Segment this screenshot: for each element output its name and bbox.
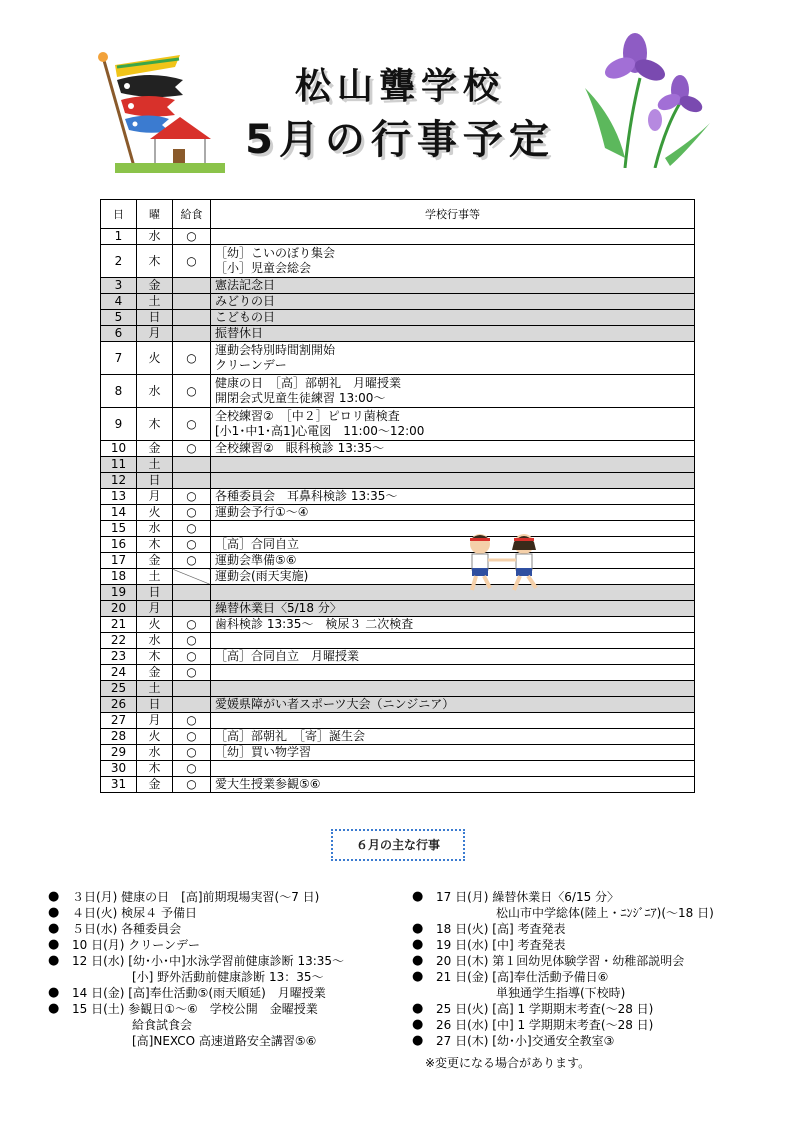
weekday-cell: 木 — [137, 649, 173, 665]
table-row — [101, 745, 695, 761]
table-row — [101, 697, 695, 713]
day-cell: 7 — [101, 342, 137, 375]
table-row — [101, 342, 695, 375]
day-cell: 26 — [101, 697, 137, 713]
lunch-cell — [173, 310, 211, 326]
list-item — [412, 969, 714, 985]
list-item-text: 12 日(水) [幼･小･中]水泳学習前健康診断 13:35～ — [72, 954, 345, 968]
day-cell: 9 — [101, 408, 137, 441]
event-cell: 愛媛県障がい者スポーツ大会（ニンジニア） — [211, 697, 695, 713]
list-item-text: 15 日(土) 参観日①～⑥ 学校公開 金曜授業 — [72, 1002, 318, 1016]
table-row — [101, 489, 695, 505]
weekday-cell: 月 — [137, 326, 173, 342]
weekday-cell: 土 — [137, 681, 173, 697]
weekday-cell: 水 — [137, 375, 173, 408]
lunch-cell — [173, 326, 211, 342]
weekday-cell: 金 — [137, 553, 173, 569]
lunch-cell — [173, 457, 211, 473]
weekday-cell: 土 — [137, 294, 173, 310]
weekday-cell: 日 — [137, 473, 173, 489]
header-day: 日 — [101, 200, 137, 229]
list-item-text: 21 日(金) [高]奉仕活動予備日⑥ — [436, 970, 609, 984]
list-item — [48, 1033, 344, 1049]
day-cell: 18 — [101, 569, 137, 585]
day-cell: 4 — [101, 294, 137, 310]
list-item — [412, 1017, 714, 1033]
lunch-cell: ○ — [173, 553, 211, 569]
event-cell — [211, 585, 695, 601]
lunch-cell: ○ — [173, 489, 211, 505]
list-item-text: 19 日(水) [中] 考査発表 — [436, 938, 566, 952]
list-item-text: [小] 野外活動前健康診断 13：35～ — [72, 970, 324, 984]
lunch-cell — [173, 569, 211, 585]
table-row — [101, 326, 695, 342]
event-cell: 愛大生授業参観⑤⑥ — [211, 777, 695, 793]
day-cell: 22 — [101, 633, 137, 649]
list-item — [48, 937, 344, 953]
bullet-icon: ● — [412, 1001, 424, 1016]
event-cell: 全校練習② 眼科検診 13:35～ — [211, 441, 695, 457]
day-cell: 28 — [101, 729, 137, 745]
lunch-cell — [173, 697, 211, 713]
day-cell: 30 — [101, 761, 137, 777]
list-item — [48, 921, 344, 937]
day-cell: 11 — [101, 457, 137, 473]
lunch-cell: ○ — [173, 342, 211, 375]
day-cell: 31 — [101, 777, 137, 793]
list-item — [48, 889, 344, 905]
weekday-cell: 木 — [137, 537, 173, 553]
event-cell: 振替休日 — [211, 326, 695, 342]
event-cell: 運動会予行①～④ — [211, 505, 695, 521]
table-row — [101, 617, 695, 633]
day-cell: 20 — [101, 601, 137, 617]
day-cell: 15 — [101, 521, 137, 537]
day-cell: 2 — [101, 245, 137, 278]
event-cell — [211, 457, 695, 473]
lunch-cell: ○ — [173, 633, 211, 649]
header-weekday: 曜 — [137, 200, 173, 229]
header-lunch: 給食 — [173, 200, 211, 229]
lunch-cell — [173, 681, 211, 697]
june-events-list-right — [412, 889, 714, 1049]
list-item — [48, 1017, 344, 1033]
event-cell: ［高］部朝礼 ［寄］誕生会 — [211, 729, 695, 745]
lunch-cell: ○ — [173, 761, 211, 777]
bullet-icon: ● — [412, 1033, 424, 1048]
day-cell: 21 — [101, 617, 137, 633]
list-item-text: 27 日(木) [幼･小]交通安全教室③ — [436, 1034, 615, 1048]
day-cell: 6 — [101, 326, 137, 342]
weekday-cell: 月 — [137, 489, 173, 505]
day-cell: 19 — [101, 585, 137, 601]
list-item — [412, 953, 714, 969]
list-item-text: 20 日(木) 第１回幼児体験学習・幼稚部説明会 — [436, 954, 685, 968]
table-row — [101, 553, 695, 569]
school-name-title: 松山聾学校 — [294, 66, 505, 107]
table-row — [101, 229, 695, 245]
day-cell: 14 — [101, 505, 137, 521]
weekday-cell: 木 — [137, 408, 173, 441]
bullet-icon: ● — [412, 1017, 424, 1032]
weekday-cell: 火 — [137, 342, 173, 375]
weekday-cell: 火 — [137, 617, 173, 633]
weekday-cell: 水 — [137, 633, 173, 649]
weekday-cell: 金 — [137, 777, 173, 793]
bullet-icon: ● — [48, 921, 60, 936]
list-item-text: 10 日(月) クリーンデー — [72, 938, 201, 952]
table-row — [101, 777, 695, 793]
table-row — [101, 278, 695, 294]
table-row — [101, 521, 695, 537]
event-cell: こどもの日 — [211, 310, 695, 326]
table-header-row — [101, 200, 695, 229]
event-cell: ［高］合同自立 — [211, 537, 695, 553]
weekday-cell: 月 — [137, 713, 173, 729]
lunch-cell: ○ — [173, 729, 211, 745]
table-row — [101, 294, 695, 310]
weekday-cell: 火 — [137, 505, 173, 521]
day-cell: 17 — [101, 553, 137, 569]
bullet-icon: ● — [48, 1001, 60, 1016]
change-notice: ※変更になる場合があります。 — [425, 1056, 591, 1070]
list-item — [48, 985, 344, 1001]
weekday-cell: 金 — [137, 441, 173, 457]
table-row — [101, 473, 695, 489]
bullet-icon: ● — [48, 889, 60, 904]
list-item-text: 14 日(金) [高]奉仕活動⑤(雨天順延) 月曜授業 — [72, 986, 326, 1000]
event-cell: 憲法記念日 — [211, 278, 695, 294]
table-row — [101, 761, 695, 777]
bullet-icon: ● — [48, 953, 60, 968]
day-cell: 27 — [101, 713, 137, 729]
lunch-cell: ○ — [173, 617, 211, 633]
event-cell — [211, 229, 695, 245]
list-item-text: 単独通学生指導(下校時) — [436, 986, 626, 1000]
list-item-text: 25 日(火) [高] 1 学期期末考査(～28 日) — [436, 1002, 654, 1016]
may-schedule-table — [100, 199, 695, 793]
weekday-cell: 日 — [137, 585, 173, 601]
lunch-cell — [173, 294, 211, 310]
weekday-cell: 水 — [137, 521, 173, 537]
weekday-cell: 水 — [137, 229, 173, 245]
list-item-text: [高]NEXCO 高速道路安全講習⑤⑥ — [72, 1034, 317, 1048]
event-cell: 全校練習② ［中２］ピロリ菌検査 [小1･中1･高1]心電図 11:00～12:00 — [211, 408, 695, 441]
table-row — [101, 457, 695, 473]
list-item-text: 18 日(火) [高] 考査発表 — [436, 922, 566, 936]
event-cell: 歯科検診 13:35～ 検尿３ 二次検査 — [211, 617, 695, 633]
table-row — [101, 537, 695, 553]
event-cell: 運動会準備⑤⑥ — [211, 553, 695, 569]
lunch-cell: ○ — [173, 665, 211, 681]
day-cell: 29 — [101, 745, 137, 761]
day-cell: 25 — [101, 681, 137, 697]
table-row — [101, 729, 695, 745]
event-cell: ［幼］こいのぼり集会 ［小］児童会総会 — [211, 245, 695, 278]
running-children-illustration — [458, 530, 553, 595]
day-cell: 3 — [101, 278, 137, 294]
list-item-text: ４日(火) 検尿４ 予備日 — [72, 906, 197, 920]
list-item-text: 松山市中学総体(陸上・ﾆﾝｼﾞﾆｱ)(～18 日) — [436, 906, 714, 920]
list-item — [412, 937, 714, 953]
event-cell — [211, 713, 695, 729]
june-events-list-left — [48, 889, 344, 1049]
lunch-cell: ○ — [173, 521, 211, 537]
event-cell: 健康の日 ［高］部朝礼 月曜授業 開閉会式児童生徒練習 13:00～ — [211, 375, 695, 408]
list-item — [48, 1001, 344, 1017]
bullet-icon: ● — [48, 985, 60, 1000]
list-item — [48, 969, 344, 985]
weekday-cell: 日 — [137, 310, 173, 326]
event-cell: ［幼］買い物学習 — [211, 745, 695, 761]
table-row — [101, 310, 695, 326]
day-cell: 10 — [101, 441, 137, 457]
june-events-heading: ６月の主な行事 — [331, 829, 465, 861]
day-cell: 1 — [101, 229, 137, 245]
lunch-cell: ○ — [173, 505, 211, 521]
table-row — [101, 375, 695, 408]
table-body — [101, 229, 695, 793]
event-cell — [211, 633, 695, 649]
day-cell: 23 — [101, 649, 137, 665]
day-cell: 16 — [101, 537, 137, 553]
bullet-icon: ● — [48, 937, 60, 952]
event-cell: みどりの日 — [211, 294, 695, 310]
lunch-cell: ○ — [173, 537, 211, 553]
weekday-cell: 金 — [137, 278, 173, 294]
table-row — [101, 665, 695, 681]
list-item — [412, 1001, 714, 1017]
list-item — [412, 889, 714, 905]
weekday-cell: 金 — [137, 665, 173, 681]
lunch-cell: ○ — [173, 713, 211, 729]
lunch-cell: ○ — [173, 408, 211, 441]
day-cell: 13 — [101, 489, 137, 505]
header-events: 学校行事等 — [211, 200, 695, 229]
list-item — [48, 953, 344, 969]
event-cell: 運動会特別時間割開始 クリーンデー — [211, 342, 695, 375]
bullet-icon: ● — [412, 953, 424, 968]
list-item-text: ３日(月) 健康の日 [高]前期現場実習(～7 日) — [72, 890, 320, 904]
table-row — [101, 569, 695, 585]
list-item — [48, 905, 344, 921]
table-row — [101, 441, 695, 457]
table-row — [101, 681, 695, 697]
table-row — [101, 601, 695, 617]
lunch-cell: ○ — [173, 229, 211, 245]
list-item — [412, 985, 714, 1001]
lunch-cell — [173, 585, 211, 601]
list-item-text: 17 日(月) 繰替休業日〈6/15 分〉 — [436, 890, 620, 904]
weekday-cell: 火 — [137, 729, 173, 745]
day-cell: 5 — [101, 310, 137, 326]
weekday-cell: 木 — [137, 245, 173, 278]
weekday-cell: 木 — [137, 761, 173, 777]
table-row — [101, 633, 695, 649]
list-item — [412, 905, 714, 921]
event-cell: 各種委員会 耳鼻科検診 13:35～ — [211, 489, 695, 505]
list-item-text: 26 日(水) [中] 1 学期期末考査(～28 日) — [436, 1018, 654, 1032]
bullet-icon: ● — [412, 889, 424, 904]
weekday-cell: 水 — [137, 745, 173, 761]
bullet-icon: ● — [412, 969, 424, 984]
list-item-text: 給食試食会 — [72, 1018, 193, 1032]
event-cell: 繰替休業日〈5/18 分〉 — [211, 601, 695, 617]
lunch-cell: ○ — [173, 777, 211, 793]
weekday-cell: 土 — [137, 457, 173, 473]
lunch-cell — [173, 473, 211, 489]
table-row — [101, 713, 695, 729]
event-cell — [211, 521, 695, 537]
page-title: 5月の行事予定 — [245, 117, 555, 163]
table-row — [101, 585, 695, 601]
lunch-cell: ○ — [173, 441, 211, 457]
table-row — [101, 649, 695, 665]
event-cell — [211, 761, 695, 777]
day-cell: 12 — [101, 473, 137, 489]
list-item-text: ５日(水) 各種委員会 — [72, 922, 182, 936]
bullet-icon: ● — [412, 937, 424, 952]
table-row — [101, 505, 695, 521]
event-cell — [211, 681, 695, 697]
lunch-cell: ○ — [173, 245, 211, 278]
bullet-icon: ● — [48, 905, 60, 920]
event-cell: 運動会(雨天実施) — [211, 569, 695, 585]
iris-flower-illustration — [585, 28, 715, 168]
weekday-cell: 月 — [137, 601, 173, 617]
lunch-cell — [173, 601, 211, 617]
weekday-cell: 日 — [137, 697, 173, 713]
day-cell: 8 — [101, 375, 137, 408]
weekday-cell: 土 — [137, 569, 173, 585]
bullet-icon: ● — [412, 921, 424, 936]
day-cell: 24 — [101, 665, 137, 681]
list-item — [412, 921, 714, 937]
lunch-cell — [173, 278, 211, 294]
event-cell — [211, 473, 695, 489]
lunch-cell: ○ — [173, 375, 211, 408]
event-cell — [211, 665, 695, 681]
lunch-cell: ○ — [173, 745, 211, 761]
table-row — [101, 245, 695, 278]
table-row — [101, 408, 695, 441]
list-item — [412, 1033, 714, 1049]
event-cell: ［高］合同自立 月曜授業 — [211, 649, 695, 665]
lunch-cell: ○ — [173, 649, 211, 665]
